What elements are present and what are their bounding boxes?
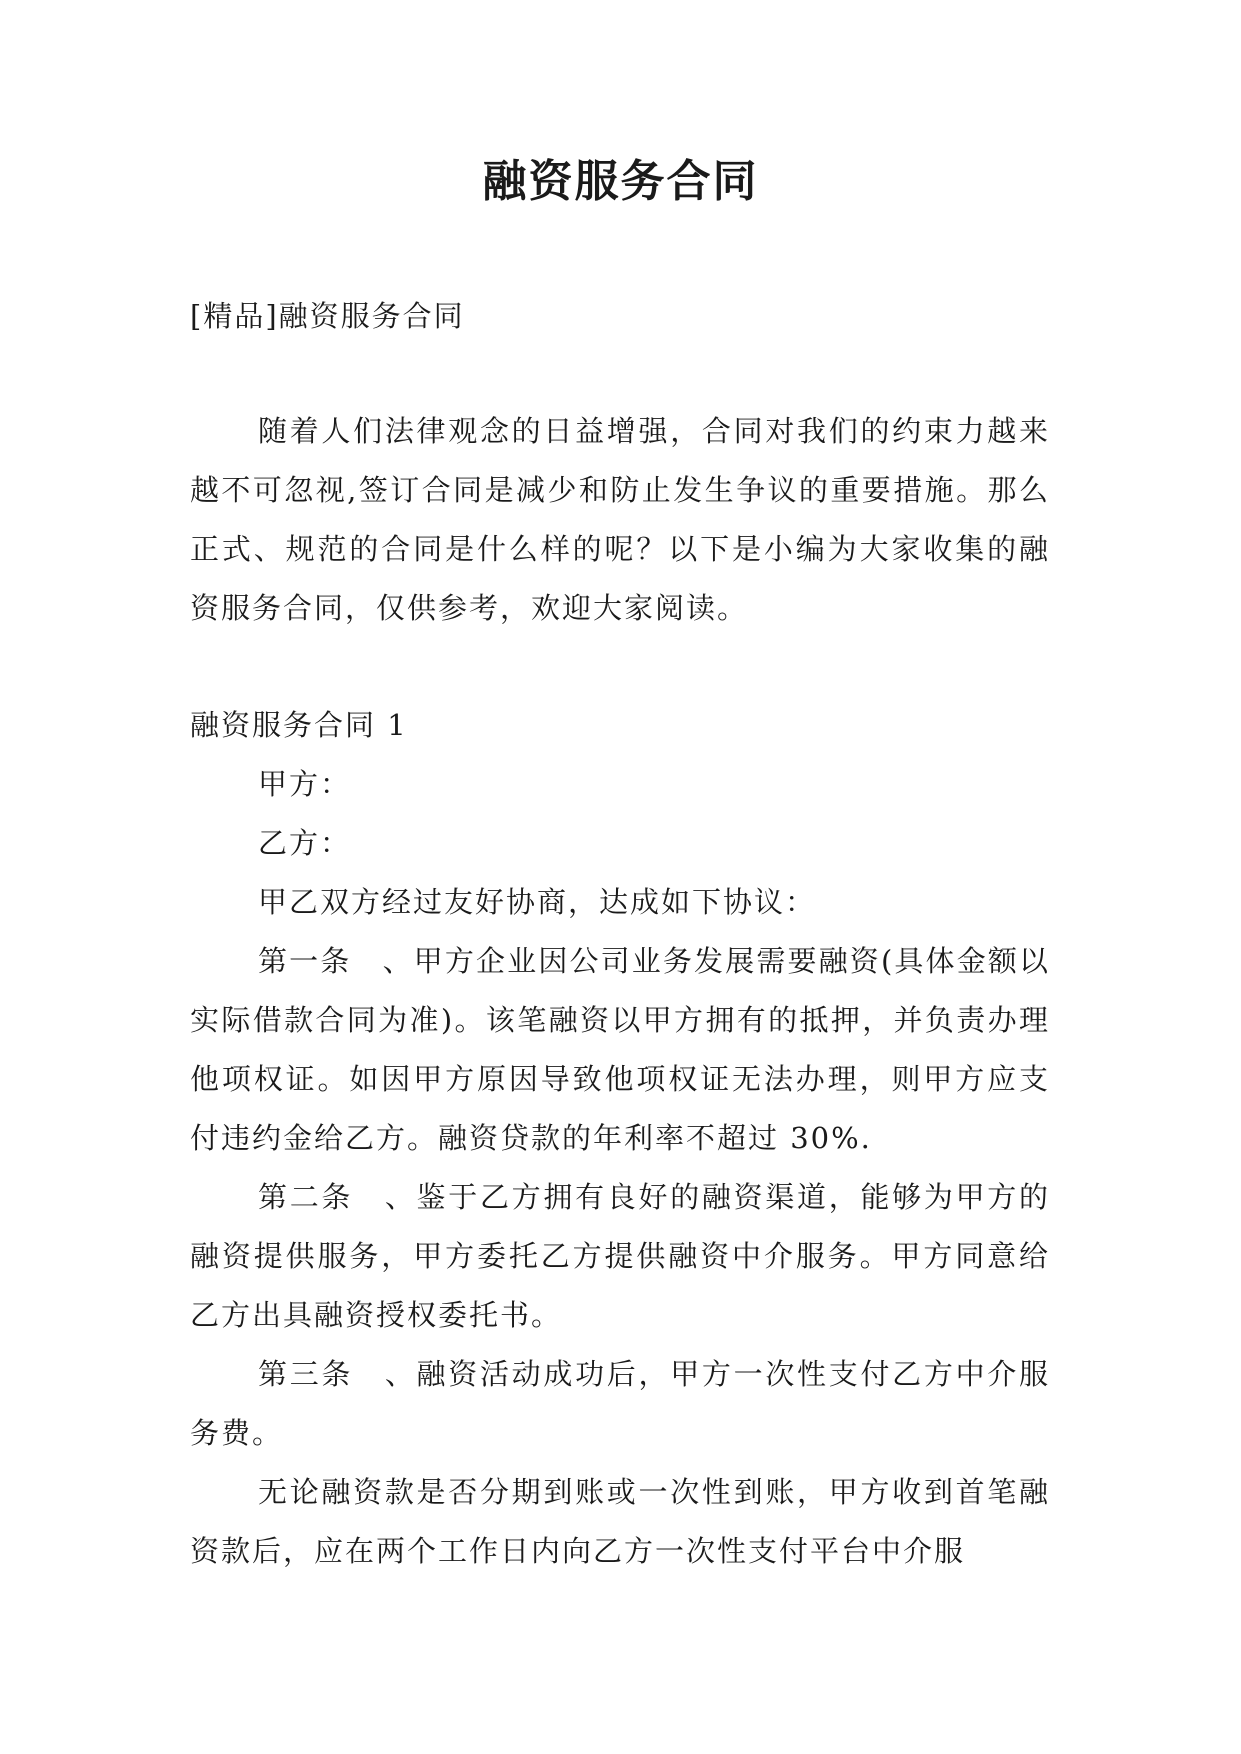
intro-paragraph: 随着人们法律观念的日益增强，合同对我们的约束力越来越不可忽视,签订合同是减少和防止发生争议的重要措施。那么正式、规范的合同是什么样的呢？以下是小编为大家收集的融资服务合同，仅供参考，欢迎大家阅读。 <box>190 414 1050 625</box>
document-subtitle: [精品]融资服务合同 <box>190 299 465 333</box>
payment-clause: 无论融资款是否分期到账或一次性到账，甲方收到首笔融资款后，应在两个工作日内向乙方一次性支付平台中介服 <box>190 1475 1050 1568</box>
party-b-label: 乙方： <box>258 826 352 860</box>
article-3: 第三条 、融资活动成功后，甲方一次性支付乙方中介服务费。 <box>190 1357 1050 1450</box>
party-a-label: 甲方： <box>258 767 352 801</box>
agreement-intro: 甲乙双方经过友好协商，达成如下协议： <box>258 885 817 919</box>
document-title: 融资服务合同 <box>482 156 759 207</box>
article-1: 第一条 、甲方企业因公司业务发展需要融资(具体金额以实际借款合同为准)。该笔融资以甲方拥有的抵押，并负责办理他项权证。如因甲方原因导致他项权证无法办理，则甲方应支付违约金给乙方。融资贷款的年利率不超过 30%. <box>190 944 1050 1155</box>
section-heading: 融资服务合同 1 <box>190 708 408 742</box>
contract-body <box>190 696 1050 1581</box>
article-2: 第二条 、鉴于乙方拥有良好的融资渠道，能够为甲方的融资提供服务，甲方委托乙方提供融资中介服务。甲方同意给乙方出具融资授权委托书。 <box>190 1180 1050 1332</box>
